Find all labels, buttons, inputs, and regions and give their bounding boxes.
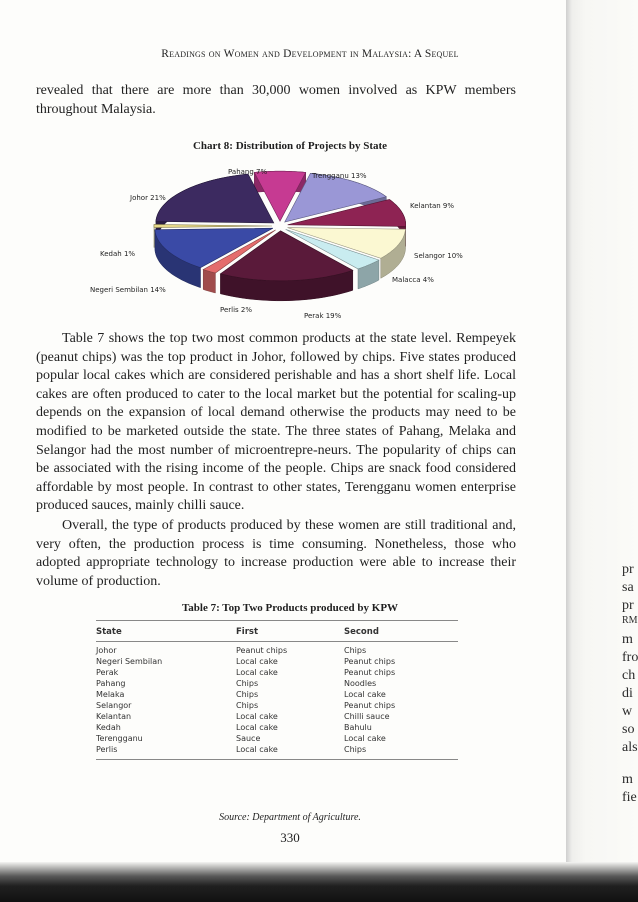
pie-label: Perlis 2% xyxy=(220,306,253,314)
pie-label: Johor 21% xyxy=(130,194,166,202)
first-cell: Peanut chips xyxy=(236,646,288,655)
second-cell: Chips xyxy=(344,646,367,655)
table-header-row xyxy=(96,621,458,642)
table-row xyxy=(96,679,458,690)
chart-title: Chart 8: Distribution of Projects by State xyxy=(192,140,388,152)
second-cell: Local cake xyxy=(344,733,386,743)
table-row xyxy=(96,668,458,679)
table-title: Table 7: Top Two Products produced by KPW xyxy=(181,602,399,614)
margin-fragment: fie xyxy=(622,790,637,805)
second-cell: Bahulu xyxy=(344,722,372,732)
page-number: 330 xyxy=(280,830,300,845)
paragraph-overall: Overall, the type of products produced by these women are still traditional and, very often, the production process is time consuming. Nonetheless, those who adopted appropriate technology to increase production were able to increase their volume of production. xyxy=(36,518,516,589)
table-row xyxy=(96,690,458,701)
table-row xyxy=(96,723,458,734)
pie-chart xyxy=(80,160,480,328)
table-row xyxy=(96,744,458,759)
margin-fragment: di xyxy=(622,686,633,701)
scan-edge xyxy=(0,862,638,902)
header-second: Second xyxy=(344,621,458,642)
pie-label: Perak 19% xyxy=(304,312,342,320)
page-gutter xyxy=(566,0,638,902)
margin-fragment: pr xyxy=(622,562,634,577)
second-cell: Chips xyxy=(344,744,458,759)
paragraph-table-discussion: Table 7 shows the top two most common products at the state level. Rempeyek (peanut chips) was the top product in Johor, followed by chips. Five states produced popular local cakes which are considered perishable and has a short shelf life. Local cakes are often produced to cater to the local market but the potential for scaling-up depends on the expansion of local demand otherwise the products may need to be modified to be marketed outside the state. The three states of Pahang, Melaka and Selangor had the most number of microentrepre-neurs. The popularity of chips can be associated with the rising income of the people. Chips are snack food considered affordable by most people. In contrast to other states, Terengganu women enterprise produced sauces, mainly chilli sauce. xyxy=(36,331,516,514)
state-cell: Negeri Sembilan xyxy=(96,656,163,666)
second-cell: Noodles xyxy=(344,678,377,688)
first-cell: Local cake xyxy=(236,711,278,721)
margin-fragment: sa xyxy=(622,580,634,595)
margin-fragment: pr xyxy=(622,598,634,613)
pie-slice-side xyxy=(203,270,215,294)
first-cell: Local cake xyxy=(236,744,344,759)
state-cell: Terengganu xyxy=(96,733,143,743)
products-table xyxy=(96,620,458,760)
first-cell: Local cake xyxy=(236,656,278,666)
paragraph-intro: revealed that there are more than 30,000 women involved as KPW members throughout Malaysia. xyxy=(36,83,516,117)
pie-label: Negeri Sembilan 14% xyxy=(90,286,166,294)
state-cell: Perak xyxy=(96,667,119,677)
margin-fragment: als xyxy=(622,740,638,755)
header-state: State xyxy=(96,621,236,642)
first-cell: Sauce xyxy=(236,733,261,743)
second-cell: Peanut chips xyxy=(344,656,396,666)
pie-label: Selangor 10% xyxy=(414,252,463,260)
first-cell: Chips xyxy=(236,700,259,710)
second-cell: Chilli sauce xyxy=(344,711,390,721)
pie-label: Kelantan 9% xyxy=(410,202,455,210)
state-cell: Melaka xyxy=(96,689,125,699)
margin-fragment: so xyxy=(622,722,635,737)
table-row xyxy=(96,733,458,744)
margin-fragment: fro xyxy=(622,650,638,665)
margin-fragment: m xyxy=(622,632,633,647)
state-cell: Johor xyxy=(96,646,117,655)
margin-fragment: w xyxy=(622,704,633,719)
table-row xyxy=(96,701,458,712)
state-cell: Pahang xyxy=(96,678,126,688)
second-cell: Local cake xyxy=(344,689,386,699)
pie-label: Pahang 7% xyxy=(228,168,268,176)
state-cell: Perlis xyxy=(96,744,236,759)
second-cell: Peanut chips xyxy=(344,700,396,710)
first-cell: Chips xyxy=(236,689,259,699)
table-row xyxy=(96,657,458,668)
first-cell: Chips xyxy=(236,678,259,688)
pie-slice-kedah xyxy=(154,224,272,227)
margin-fragment: RM xyxy=(622,615,638,626)
header-first: First xyxy=(236,621,344,642)
running-head: Readings on Women and Development in Malaysia: A Sequel xyxy=(161,48,459,60)
table-row xyxy=(96,642,458,657)
margin-fragment: m xyxy=(622,772,633,787)
margin-fragment: ch xyxy=(622,668,636,683)
table-source: Source: Department of Agriculture. xyxy=(219,812,361,823)
first-cell: Local cake xyxy=(236,667,278,677)
state-cell: Selangor xyxy=(96,700,132,710)
pie-label: Kedah 1% xyxy=(100,250,136,258)
second-cell: Peanut chips xyxy=(344,667,396,677)
pie-label: Malacca 4% xyxy=(392,276,434,284)
table-row xyxy=(96,712,458,723)
pie-label: Trengganu 13% xyxy=(312,172,367,180)
state-cell: Kelantan xyxy=(96,711,132,721)
state-cell: Kedah xyxy=(96,722,121,732)
first-cell: Local cake xyxy=(236,722,278,732)
